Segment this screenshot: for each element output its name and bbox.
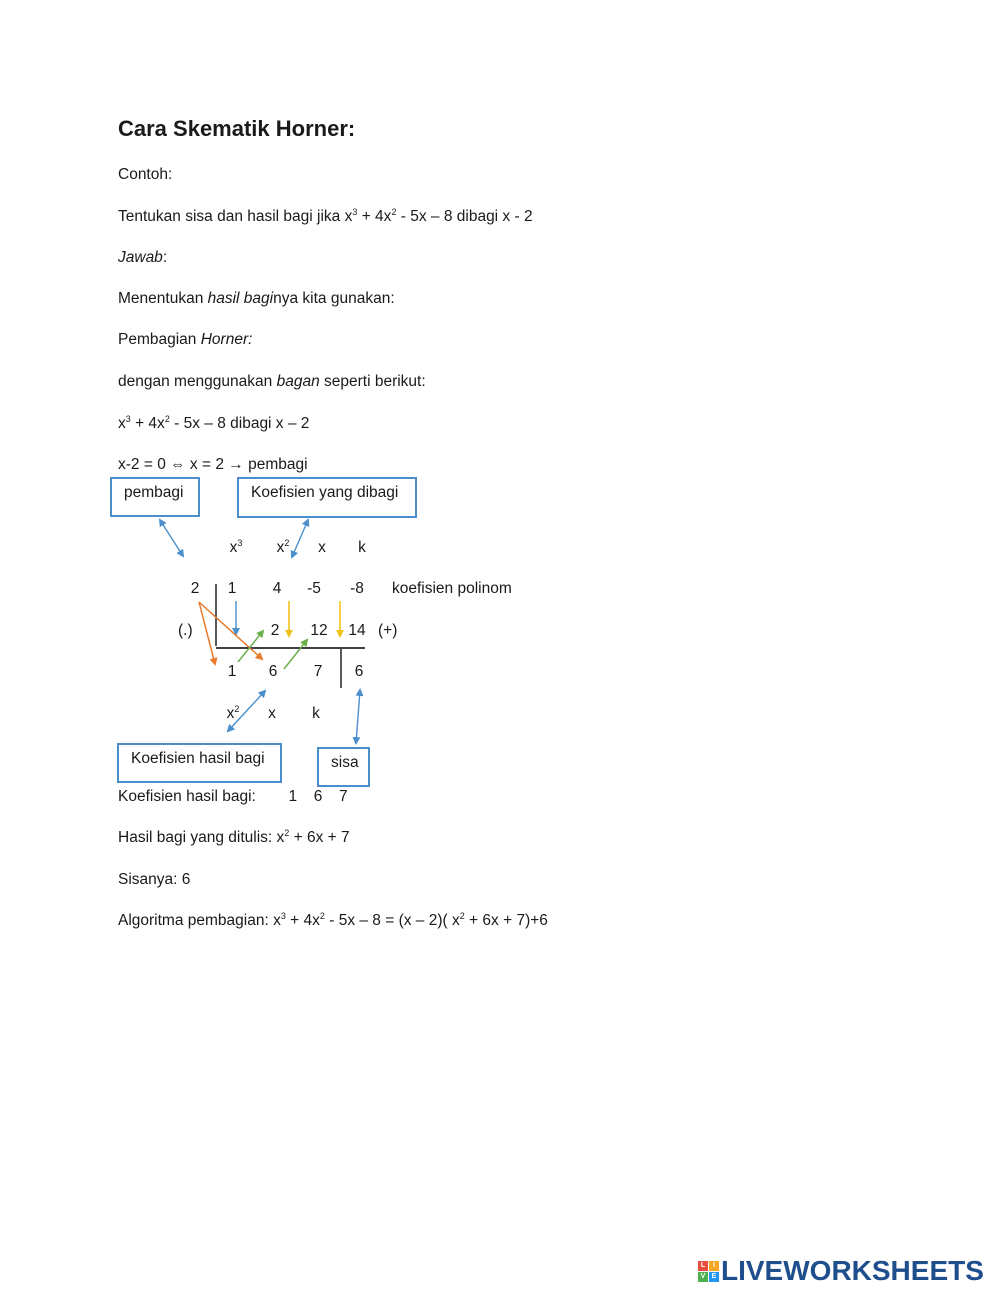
logo-text: LIVEWORKSHEETS [721, 1255, 984, 1286]
coef-3: -5 [307, 580, 321, 597]
polynomial-line: $x^3 + 4x^2 - 5x - 8$ dibagi x – 2 [118, 414, 310, 432]
summary-sisa: Sisanya: 6 [118, 871, 191, 888]
step-bagan: dengan menggunakan bagan seperti berikut: [118, 373, 426, 390]
arrow-orange-1 [199, 602, 215, 664]
example-label: Contoh: [118, 166, 173, 183]
summary-algoritma: Algoritma pembagian: $x^3 + 4x^2 - 5x - 8 = (x - 2)$( $x^2 + 6x + 7)+6$ [118, 911, 548, 929]
var-x: x [318, 539, 326, 556]
result-var-k: k [312, 705, 320, 722]
result-var-x2: $x^2$ [226, 704, 240, 722]
arrow-sisa [356, 690, 360, 743]
result-3: 7 [313, 663, 323, 680]
step-pembagian-horner: Pembagian Horner: [118, 331, 253, 348]
mult-label: (.) [178, 622, 193, 639]
arrow-orange-2 [199, 602, 262, 659]
result-var-x: x [268, 705, 276, 722]
arrow-pembagi [160, 520, 183, 556]
summary-koef: Koefisien hasil bagi: 1 6 7 [118, 788, 348, 805]
remainder-value: 6 [354, 663, 364, 680]
product-3: 14 [348, 622, 366, 639]
liveworksheets-logo [698, 1255, 984, 1287]
var-x2: $x^2$ [276, 538, 290, 556]
product-1: 2 [270, 622, 280, 639]
box-pembagi: pembagi [110, 477, 200, 517]
result-1: 1 [227, 663, 237, 680]
product-2: 12 [310, 622, 328, 639]
divisor-line: x-2 = 0 ⇔ x = 2 → pembagi [118, 456, 308, 473]
coef-label: koefisien polinom [392, 580, 512, 597]
coef-4: -8 [350, 580, 364, 597]
answer-label: Jawab: [118, 249, 168, 266]
box-sisa: sisa [317, 747, 370, 787]
var-k: k [358, 539, 366, 556]
var-x3: $x^3$ [229, 538, 243, 556]
add-label: (+) [378, 622, 398, 639]
summary-hasil: Hasil bagi yang ditulis: $x^2 + 6x + 7$ [118, 828, 350, 846]
logo-blocks-icon: L I V E [698, 1261, 719, 1282]
divisor-value: 2 [190, 580, 200, 597]
box-koefisien-hasil: Koefisien hasil bagi [117, 743, 282, 783]
step-hasil-bagi: Menentukan hasil baginya kita gunakan: [118, 290, 395, 307]
coef-2: 4 [272, 580, 282, 597]
page-title: Cara Skematik Horner: [118, 116, 356, 141]
question-text: Tentukan sisa dan hasil bagi jika $x^3 + 4x^2 - 5x - 8$ dibagi x - 2 [118, 207, 533, 225]
box-koefisien-dibagi: Koefisien yang dibagi [237, 477, 417, 518]
coef-1: 1 [227, 580, 237, 597]
result-2: 6 [268, 663, 278, 680]
